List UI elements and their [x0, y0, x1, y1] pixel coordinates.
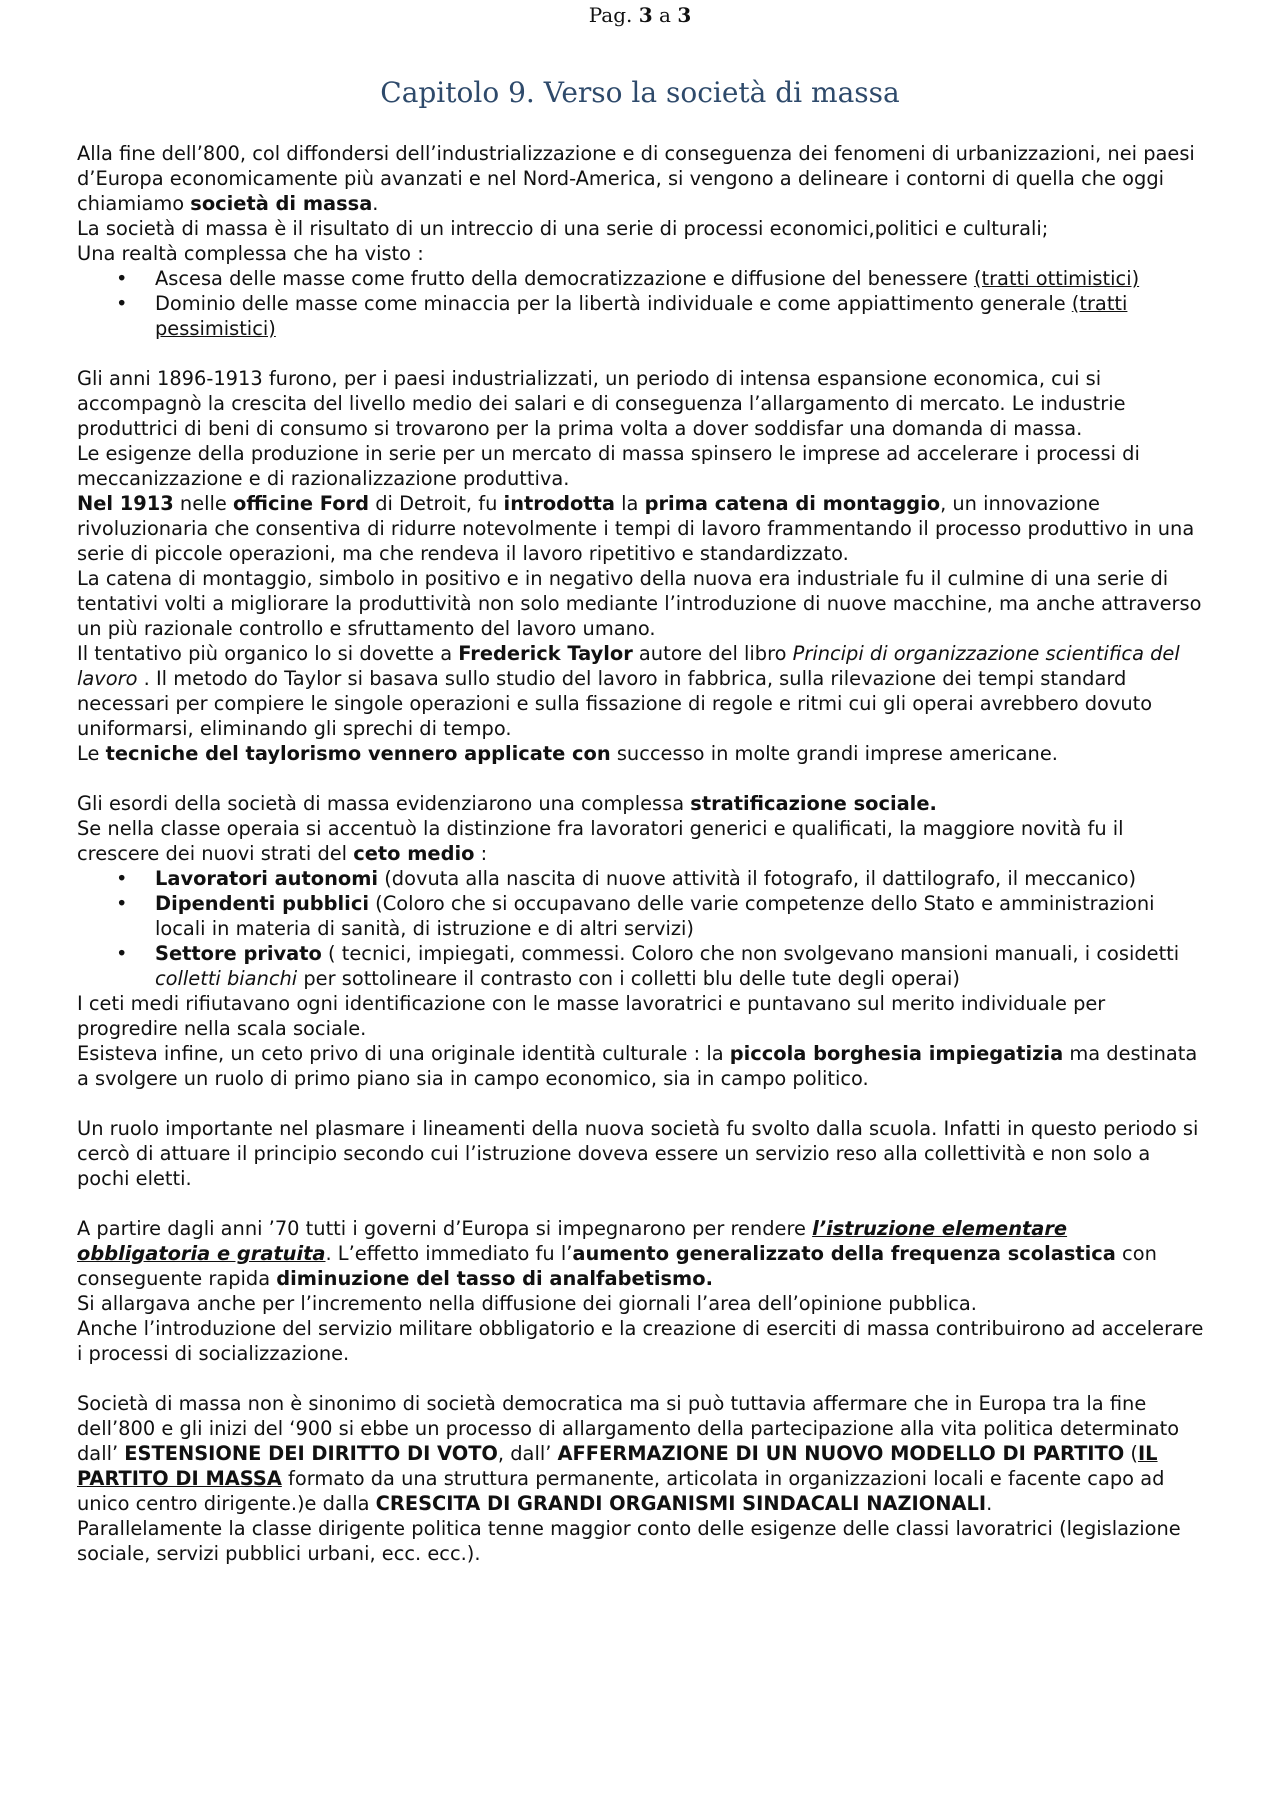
paragraph-assembly-line: La catena di montaggio, simbolo in positivo e in negativo della nuova era industriale fu il culmine di una serie di tentativi volti a migliorare la produttività non solo mediante l’introduzione di nuove macchine, ma anche attraverso un più razionale controllo e sfruttamento del lavoro umano.	[77, 567, 1202, 640]
paragraph-taylor: Il tentativo più organico lo si dovette a Frederick Taylor autore del libro Principi di organizzazione scientifica del lavoro . Il metodo do Taylor si basava sullo studio del lavoro in fabbrica, sulla rilevazione dei tempi standard necessari per compiere le singole operazioni e sulla fissazione di regole e ritmi cui gli operai avrebbero dovuto uniformarsi, eliminando gli sprechi di tempo.	[77, 642, 1180, 740]
page-number: Pag. 3 a 3	[588, 3, 692, 27]
paragraph-democracy: Società di massa non è sinonimo di società democratica ma si può tuttavia affermare che in Europa tra la fine dell’800 e gli inizi del ‘900 si ebbe un processo di allargamento della partecipazione alla vita politica determinato dall’ ESTENSIONE DEI DIRITTO DI VOTO, dall’ AFFERMAZIONE DI UN NUOVO MODELLO DI PARTITO (IL PARTITO DI MASSA formato da una struttura permanente, articolata in organizzazioni locali e facente capo ad unico centro dirigente.)e dalla CRESCITA DI GRANDI ORGANISMI SINDACALI NAZIONALI.	[77, 1392, 1180, 1515]
paragraph-intro: Alla fine dell’800, col diffondersi dell’industrializzazione e di conseguenza dei fenomeni di urbanizzazioni, nei paesi d’Europa economicamente più avanzati e nel Nord-America, si vengono a delineare i contorni di quella che oggi chiamiamo società di massa.	[77, 142, 1195, 215]
list-item: • Ascesa delle masse come frutto della democratizzazione e diffusione del benessere (tratti ottimistici)	[155, 266, 1207, 291]
paragraph-reality: Una realtà complessa che ha visto :	[77, 242, 424, 265]
list-middle-class	[77, 866, 1207, 991]
paragraph-petty-bourgeoisie: Esisteva infine, un ceto privo di una originale identità culturale : la piccola borghesia impiegatizia ma destinata a svolgere un ruolo di primo piano sia in campo economico, sia in campo politico.	[77, 1042, 1198, 1090]
list-item: • Settore privato ( tecnici, impiegati, commessi. Coloro che non svolgevano mansioni manuali, i cosidetti colletti bianchi per sottolineare il contrasto con i colletti blu delle tute degli operai)	[155, 941, 1207, 991]
list-item: • Dipendenti pubblici (Coloro che si occupavano delle varie competenze dello Stato e amministrazioni locali in materia di sanità, di istruzione e di altri servizi)	[155, 891, 1207, 941]
paragraph-education: A partire dagli anni ’70 tutti i governi d’Europa si impegnarono per rendere l’istruzione elementare obbligatoria e gratuita. L’effetto immediato fu l’aumento generalizzato della frequenza scolastica con conseguente rapida diminuzione del tasso di analfabetismo.	[77, 1217, 1157, 1290]
paragraph-stratification: Gli esordi della società di massa evidenziarono una complessa stratificazione sociale.	[77, 792, 937, 815]
paragraph-taylorism: Le tecniche del taylorismo vennero applicate con successo in molte grandi imprese americane.	[77, 742, 1058, 765]
list-item: • Dominio delle masse come minaccia per la libertà individuale e come appiattimento generale (tratti pessimistici)	[155, 291, 1207, 341]
document-body	[77, 141, 1207, 1566]
paragraph-definition: La società di massa è il risultato di un intreccio di una serie di processi economici,politici e culturali;	[77, 217, 1049, 240]
paragraph-production: Le esigenze della produzione in serie per un mercato di massa spinsero le imprese ad accelerare i processi di meccanizzazione e di razionalizzazione produttiva.	[77, 442, 1140, 490]
paragraph-newspapers: Si allargava anche per l’incremento nella diffusione dei giornali l’area dell’opinione pubblica.	[77, 1292, 977, 1315]
list-item: • Lavoratori autonomi (dovuta alla nascita di nuove attività il fotografo, il dattilografo, il meccanico)	[155, 866, 1207, 891]
paragraph-middle-class-values: I ceti medi rifiutavano ogni identificazione con le masse lavoratrici e puntavano sul merito individuale per progredire nella scala sociale.	[77, 992, 1106, 1040]
chapter-title: Capitolo 9. Verso la società di massa	[380, 76, 900, 109]
paragraph-military: Anche l’introduzione del servizio militare obbligatorio e la creazione di eserciti di massa contribuirono ad accelerare i processi di socializzazione.	[77, 1317, 1204, 1365]
paragraph-middle-class: Se nella classe operaia si accentuò la distinzione fra lavoratori generici e qualificati, la maggiore novità fu il crescere dei nuovi strati del ceto medio :	[77, 817, 1124, 865]
paragraph-ruling-class: Parallelamente la classe dirigente politica tenne maggior conto delle esigenze delle classi lavoratrici (legislazione sociale, servizi pubblici urbani, ecc. ecc.).	[77, 1517, 1181, 1565]
paragraph-expansion: Gli anni 1896-1913 furono, per i paesi industrializzati, un periodo di intensa espansione economica, cui si accompagnò la crescita del livello medio dei salari e di conseguenza l’allargamento di mercato. Le industrie produttrici di beni di consumo si trovarono per la prima volta a dover soddisfar una domanda di massa.	[77, 367, 1126, 440]
paragraph-ford: Nel 1913 nelle officine Ford di Detroit, fu introdotta la prima catena di montaggio, un innovazione rivoluzionaria che consentiva di ridurre notevolmente i tempi di lavoro frammentando il processo produttivo in una serie di piccole operazioni, ma che rendeva il lavoro ripetitivo e standardizzato.	[77, 492, 1195, 565]
paragraph-school: Un ruolo importante nel plasmare i lineamenti della nuova società fu svolto dalla scuola. Infatti in questo periodo si cercò di attuare il principio secondo cui l’istruzione doveva essere un servizio reso alla collettività e non solo a pochi eletti.	[77, 1117, 1199, 1190]
list-traits	[77, 266, 1207, 341]
